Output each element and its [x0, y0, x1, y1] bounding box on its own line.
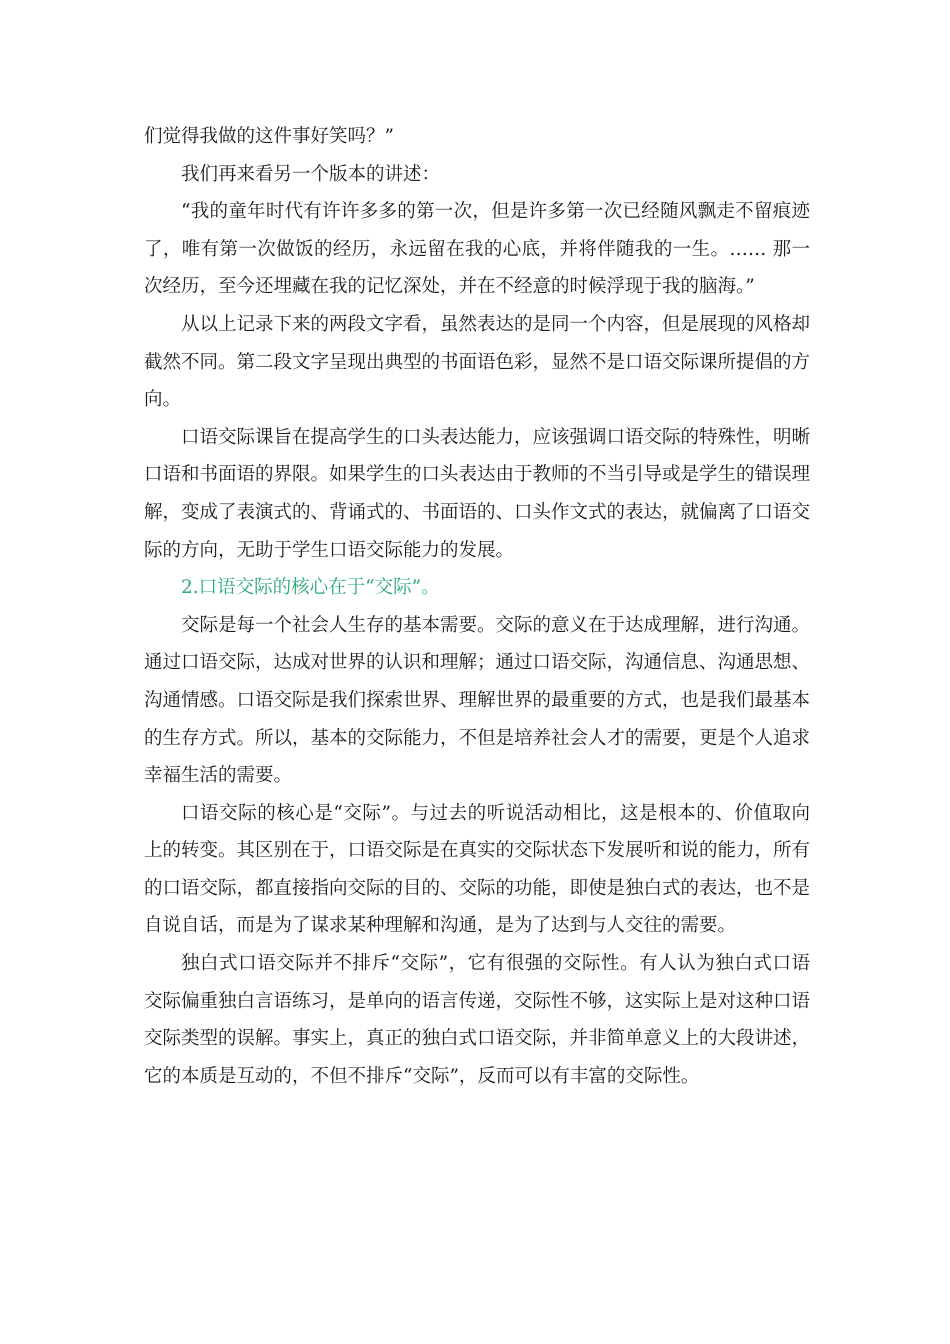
section-heading: 2.口语交际的核心在于“交际”。 — [181, 577, 440, 599]
document-page — [144, 118, 810, 1095]
paragraph-comparison: 从以上记录下来的两段文字看，虽然表达的是同一个内容，但是展现的风格却截然不同。第二段文字呈现出典型的书面语色彩，显然不是口语交际课所提倡的方向。 — [144, 313, 811, 411]
paragraph-communication-need: 交际是每一个社会人生存的基本需要。交际的意义在于达成理解，进行沟通。通过口语交际，达成对世界的认识和理解；通过口语交际，沟通信息、沟通思想、沟通情感。口语交际是我们探索世界、理解世界的最重要的方式，也是我们最基本的生存方式。所以，基本的交际能力，不但是培养社会人才的需要，更是个人追求幸福生活的需要。 — [144, 614, 811, 787]
paragraph-intro-version: 我们再来看另一个版本的讲述： — [181, 163, 441, 185]
paragraph-monologue-communication: 独白式口语交际并不排斥“交际”，它有很强的交际性。有人认为独白式口语交际偏重独白言语练习，是单向的语言传递，交际性不够，这实际上是对这种口语交际类型的误解。事实上，真正的独白式口语交际，并非简单意义上的大段讲述，它的本质是互动的，不但不排斥“交际”，反而可以有丰富的交际性。 — [144, 953, 811, 1087]
paragraph-continuation: 们觉得我做的这件事好笑吗？” — [144, 126, 394, 147]
paragraph-communication-core: 口语交际的核心是“交际”。与过去的听说活动相比，这是根本的、价值取向上的转变。其区别在于，口语交际是在真实的交际状态下发展听和说的能力，所有的口语交际，都直接指向交际的目的、交际的功能，即使是独白式的表达，也不是自说自话，而是为了谋求某种理解和沟通，是为了达到与人交往的需要。 — [144, 802, 811, 937]
paragraph-quoted-narration: “我的童年时代有许许多多的第一次，但是许多第一次已经随风飘走不留痕迹了，唯有第一次做饭的经历，永远留在我的心底，并将伴随我的一生。…… 那一次经历，至今还埋藏在我的记忆深处，并在不经意的时候浮现于我的脑海。” — [144, 201, 810, 298]
paragraph-oral-course-aim: 口语交际课旨在提高学生的口头表达能力，应该强调口语交际的特殊性，明晰口语和书面语的界限。如果学生的口头表达由于教师的不当引导或是学生的错误理解，变成了表演式的、背诵式的、书面语的、口头作文式的表达，就偏离了口语交际的方向，无助于学生口语交际能力的发展。 — [144, 426, 811, 561]
